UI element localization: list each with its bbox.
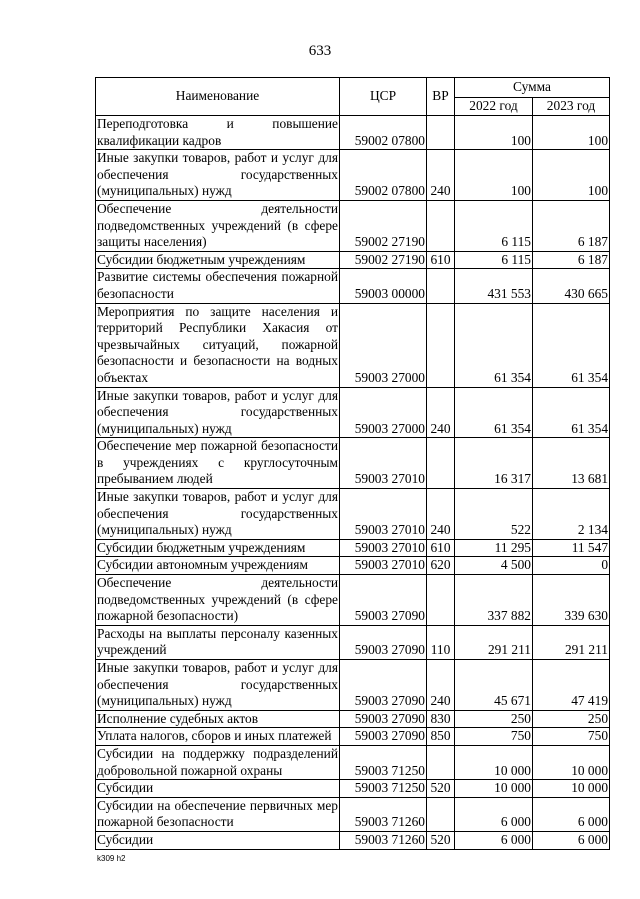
table-row	[96, 557, 610, 575]
row-csr: 59003 71260	[340, 831, 427, 849]
table-row	[96, 625, 610, 659]
row-vr: 240	[427, 387, 455, 438]
row-value-2022: 250	[455, 710, 533, 728]
row-value-2023: 6 187	[533, 200, 610, 251]
row-csr: 59003 00000	[340, 269, 427, 303]
row-name: Исполнение судебных актов	[96, 710, 340, 728]
row-name: Субсидии на поддержку подразделений добровольной пожарной охраны	[96, 745, 340, 779]
row-csr: 59003 71260	[340, 797, 427, 831]
row-csr: 59003 27000	[340, 387, 427, 438]
row-name: Переподготовка и повышение квалификации кадров	[96, 116, 340, 150]
row-value-2022: 61 354	[455, 387, 533, 438]
table-row	[96, 438, 610, 489]
row-csr: 59003 27090	[340, 728, 427, 746]
row-value-2023: 430 665	[533, 269, 610, 303]
row-value-2022: 10 000	[455, 780, 533, 798]
row-value-2023: 750	[533, 728, 610, 746]
row-value-2022: 4 500	[455, 557, 533, 575]
table-row	[96, 710, 610, 728]
table-row	[96, 387, 610, 438]
row-csr: 59003 27010	[340, 438, 427, 489]
row-name: Иные закупки товаров, работ и услуг для обеспечения государственных (муниципальных) нужд	[96, 660, 340, 711]
table-row	[96, 660, 610, 711]
row-name: Уплата налогов, сборов и иных платежей	[96, 728, 340, 746]
row-csr: 59002 27190	[340, 200, 427, 251]
row-vr	[427, 575, 455, 626]
header-year-2022: 2022 год	[455, 98, 533, 116]
row-value-2022: 522	[455, 489, 533, 540]
row-value-2022: 45 671	[455, 660, 533, 711]
row-value-2023: 339 630	[533, 575, 610, 626]
header-sum: Сумма	[455, 78, 610, 98]
row-vr: 610	[427, 251, 455, 269]
table-row	[96, 200, 610, 251]
table-row	[96, 251, 610, 269]
table-row	[96, 745, 610, 779]
row-vr: 240	[427, 150, 455, 201]
row-value-2022: 6 115	[455, 200, 533, 251]
row-vr: 520	[427, 780, 455, 798]
row-vr: 520	[427, 831, 455, 849]
header-year-2023: 2023 год	[533, 98, 610, 116]
row-name: Расходы на выплаты персоналу казенных учреждений	[96, 625, 340, 659]
row-value-2023: 61 354	[533, 387, 610, 438]
row-vr: 620	[427, 557, 455, 575]
budget-table	[95, 77, 610, 850]
page-number: 633	[308, 43, 332, 59]
table-row	[96, 303, 610, 387]
header-name: Наименование	[96, 78, 340, 116]
row-csr: 59002 07800	[340, 150, 427, 201]
row-csr: 59003 27090	[340, 660, 427, 711]
row-name: Субсидии на обеспечение первичных мер пожарной безопасности	[96, 797, 340, 831]
row-value-2023: 10 000	[533, 780, 610, 798]
row-csr: 59003 27090	[340, 625, 427, 659]
footer-code: k309 h2	[97, 854, 126, 863]
row-name: Иные закупки товаров, работ и услуг для обеспечения государственных (муниципальных) нужд	[96, 489, 340, 540]
row-vr	[427, 303, 455, 387]
row-value-2022: 750	[455, 728, 533, 746]
row-value-2023: 6 000	[533, 831, 610, 849]
row-name: Субсидии бюджетным учреждениям	[96, 539, 340, 557]
row-vr: 850	[427, 728, 455, 746]
row-csr: 59003 27010	[340, 539, 427, 557]
row-value-2022: 337 882	[455, 575, 533, 626]
row-name: Субсидии автономным учреждениям	[96, 557, 340, 575]
row-value-2023: 6 187	[533, 251, 610, 269]
row-csr: 59002 27190	[340, 251, 427, 269]
table-row	[96, 116, 610, 150]
row-csr: 59003 27010	[340, 489, 427, 540]
table-row	[96, 831, 610, 849]
row-value-2023: 250	[533, 710, 610, 728]
table-row	[96, 269, 610, 303]
row-name: Обеспечение деятельности подведомственных учреждений (в сфере пожарной безопасности)	[96, 575, 340, 626]
row-vr	[427, 745, 455, 779]
row-name: Субсидии	[96, 831, 340, 849]
table-row	[96, 797, 610, 831]
row-vr: 830	[427, 710, 455, 728]
row-value-2022: 6 000	[455, 797, 533, 831]
row-vr: 240	[427, 489, 455, 540]
row-name: Иные закупки товаров, работ и услуг для обеспечения государственных (муниципальных) нужд	[96, 150, 340, 201]
row-name: Иные закупки товаров, работ и услуг для обеспечения государственных (муниципальных) нужд	[96, 387, 340, 438]
row-name: Развитие системы обеспечения пожарной безопасности	[96, 269, 340, 303]
row-value-2023: 11 547	[533, 539, 610, 557]
row-vr: 240	[427, 660, 455, 711]
row-value-2022: 16 317	[455, 438, 533, 489]
table-row	[96, 728, 610, 746]
row-vr	[427, 797, 455, 831]
row-value-2023: 2 134	[533, 489, 610, 540]
row-csr: 59003 27090	[340, 575, 427, 626]
row-value-2023: 291 211	[533, 625, 610, 659]
row-value-2022: 61 354	[455, 303, 533, 387]
row-value-2023: 61 354	[533, 303, 610, 387]
row-csr: 59003 27000	[340, 303, 427, 387]
row-vr	[427, 200, 455, 251]
row-value-2023: 47 419	[533, 660, 610, 711]
row-value-2022: 6 000	[455, 831, 533, 849]
row-value-2023: 100	[533, 150, 610, 201]
table-row	[96, 539, 610, 557]
row-value-2022: 291 211	[455, 625, 533, 659]
row-csr: 59002 07800	[340, 116, 427, 150]
row-csr: 59003 71250	[340, 780, 427, 798]
row-value-2022: 6 115	[455, 251, 533, 269]
table-row	[96, 575, 610, 626]
table-row	[96, 780, 610, 798]
row-csr: 59003 71250	[340, 745, 427, 779]
row-value-2023: 13 681	[533, 438, 610, 489]
header-csr: ЦСР	[340, 78, 427, 116]
header-vr: ВР	[427, 78, 455, 116]
row-vr	[427, 438, 455, 489]
row-name: Обеспечение мер пожарной безопасности в учреждениях с круглосуточным пребыванием людей	[96, 438, 340, 489]
row-name: Обеспечение деятельности подведомственных учреждений (в сфере защиты населения)	[96, 200, 340, 251]
row-value-2022: 100	[455, 116, 533, 150]
row-value-2022: 10 000	[455, 745, 533, 779]
row-name: Субсидии	[96, 780, 340, 798]
row-value-2022: 431 553	[455, 269, 533, 303]
row-value-2023: 6 000	[533, 797, 610, 831]
row-csr: 59003 27010	[340, 557, 427, 575]
row-value-2023: 10 000	[533, 745, 610, 779]
row-value-2022: 11 295	[455, 539, 533, 557]
row-name: Субсидии бюджетным учреждениям	[96, 251, 340, 269]
row-vr	[427, 116, 455, 150]
row-name: Мероприятия по защите населения и территорий Республики Хакасия от чрезвычайных ситуаций, пожарной безопасности и безопасности на водных объектах	[96, 303, 340, 387]
row-value-2023: 100	[533, 116, 610, 150]
table-body	[96, 116, 610, 850]
table-row	[96, 489, 610, 540]
table-row	[96, 150, 610, 201]
row-vr: 110	[427, 625, 455, 659]
row-vr: 610	[427, 539, 455, 557]
row-vr	[427, 269, 455, 303]
row-value-2023: 0	[533, 557, 610, 575]
row-csr: 59003 27090	[340, 710, 427, 728]
row-value-2022: 100	[455, 150, 533, 201]
